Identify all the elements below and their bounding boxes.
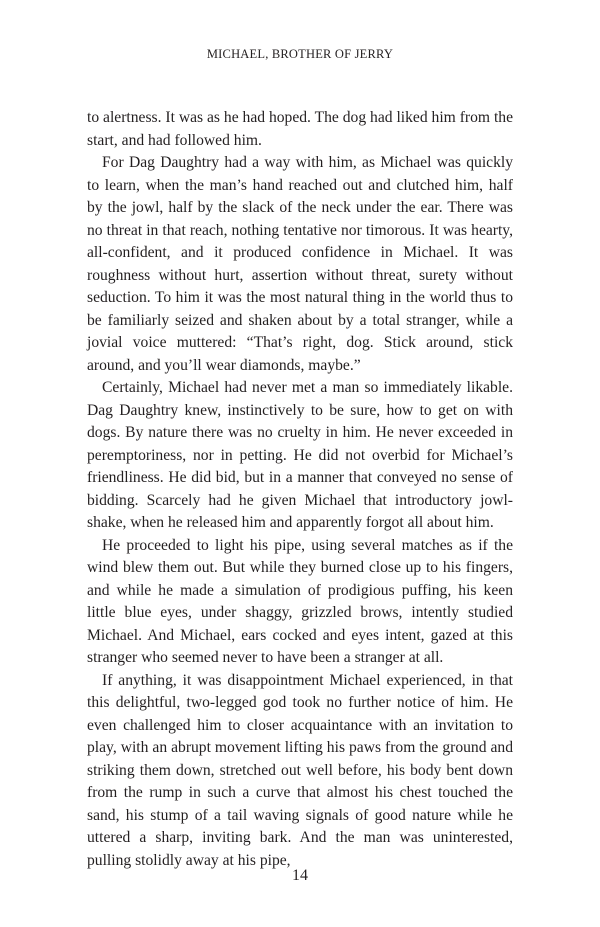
paragraph: If anything, it was disappointment Michael experienced, in that this delightful, two-legged god took no further notice of him. He even challenged him to closer acquaintance with an invitation to play, with an abrupt movement lifting his paws from the ground and striking them down, stretched out well before, his body bent down from the rump in such a curve that almost his chest touched the sand, his stump of a tail waving signals of good nature while he uttered a sharp, inviting bark. And the man was uninterested, pulling stolidly away at his pipe,	[87, 671, 513, 869]
running-head: MICHAEL, BROTHER OF JERRY	[206, 47, 394, 61]
paragraph: For Dag Daughtry had a way with him, as Michael was quickly to learn, when the man’s hand reached out and clutched him, half by the jowl, half by the slack of the neck under the ear. There was no threat in that reach, nothing tentative nor timorous. It was hearty, all-confident, and it produced confidence in Michael. It was roughness without hurt, assertion without threat, surety without seduction. To him it was the most natural thing in the world thus to be familiarly seized and shaken about by a total stranger, while a jovial voice muttered: “That’s right, dog. Stick around, stick around, and you’ll wear diamonds, maybe.”	[87, 154, 513, 374]
paragraph-continued: to alertness. It was as he had hoped. The dog had liked him from the start, and had followed him.	[87, 109, 513, 149]
page-number: 14	[292, 867, 308, 884]
paragraph: Certainly, Michael had never met a man so immediately likable. Dag Daughtry knew, instinctively to be sure, how to get on with dogs. By nature there was no cruelty in him. He never exceeded in peremptoriness, nor in petting. He did not overbid for Michael’s friendliness. He did bid, but in a manner that conveyed no sense of bidding. Scarcely had he given Michael that introductory jowl-shake, when he released him and apparently forgot all about him.	[87, 379, 513, 531]
paragraph: He proceeded to light his pipe, using several matches as if the wind blew them out. But while they burned close up to his fingers, and while he made a simulation of prodigious puffing, his keen little blue eyes, under shaggy, grizzled brows, intently studied Michael. And Michael, ears cocked and eyes intent, gazed at this stranger who seemed never to have been a stranger at all.	[87, 536, 513, 666]
body-text	[87, 107, 513, 872]
